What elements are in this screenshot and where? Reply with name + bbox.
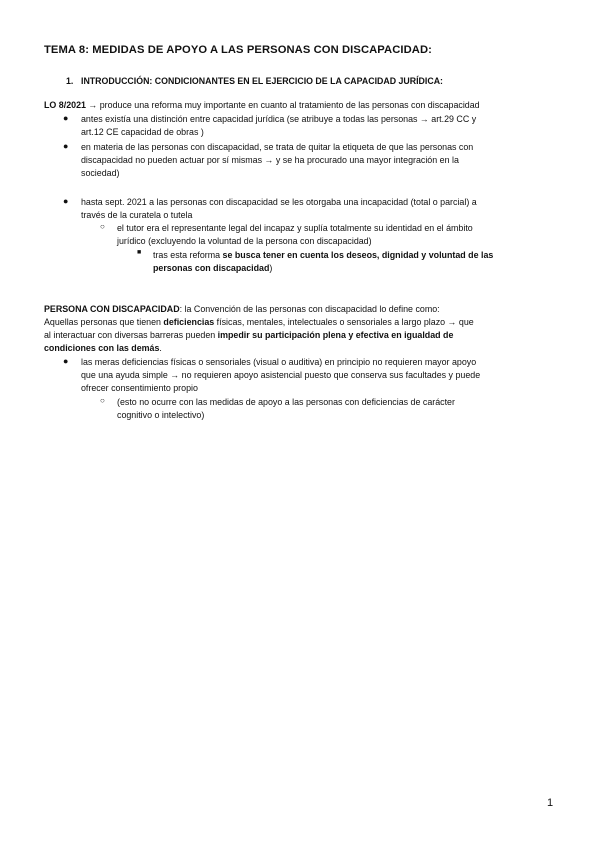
section-number: 1.	[66, 76, 74, 86]
list-item	[81, 356, 581, 395]
list-item-line: ofrecer consentimiento propio	[81, 383, 198, 393]
law-paragraph	[44, 99, 574, 112]
law-text: → produce una reforma muy importante en cuanto al tratamiento de las personas con discapacidad	[85, 100, 480, 110]
circle-bullet-icon: ○	[100, 222, 105, 231]
list-item-line: en materia de las personas con discapacidad, se trata de quitar la etiqueta de que las personas con	[81, 142, 474, 152]
list-item	[81, 113, 561, 139]
paragraph-line: condiciones con las demás.	[44, 343, 162, 353]
law-reference: LO 8/2021	[44, 100, 86, 110]
paragraph-line: al interactuar con diversas barreras pueden impedir su participación plena y efectiva en igualdad de	[44, 330, 454, 340]
list-item-line: que una ayuda simple → no requieren apoyo asistencial puesto que conserva sus facultades y puede	[81, 370, 481, 380]
list-item-line: el tutor era el representante legal del incapaz y suplía totalmente su identidad en el ámbito	[117, 223, 473, 233]
page-number: 1	[547, 797, 554, 809]
list-item-line: hasta sept. 2021 a las personas con discapacidad se les otorgaba una incapacidad (total o parcial) a	[81, 197, 477, 207]
square-bullet-icon: ■	[137, 249, 142, 256]
section-heading	[66, 76, 443, 86]
list-item-line: tras esta reforma se busca tener en cuenta los deseos, dignidad y voluntad de las	[153, 250, 494, 260]
list-item-line: art.12 CE capacidad de obras )	[81, 127, 204, 137]
bullet-icon: ●	[63, 113, 69, 123]
section-title: INTRODUCCIÓN: CONDICIONANTES EN EL EJERCICIO DE LA CAPACIDAD JURÍDICA:	[81, 76, 443, 86]
list-item-line: jurídico (excluyendo la voluntad de la persona con discapacidad)	[117, 236, 372, 246]
sub-list-item	[117, 222, 572, 248]
sub-sub-list-item	[153, 249, 578, 275]
list-item-line: discapacidad no pueden actuar por sí mismas → y se ha procurado una mayor integración en la	[81, 155, 459, 165]
list-item-line: (esto no ocurre con las medidas de apoyo a las personas con deficiencias de carácter	[117, 397, 455, 407]
definition-paragraph	[44, 303, 574, 355]
list-item-line: antes existía una distinción entre capacidad jurídica (se atribuye a todas las personas → art.29 CC y	[81, 114, 477, 124]
list-item	[81, 196, 571, 222]
list-item-line: las meras deficiencias físicas o sensoriales (visual o auditiva) en principio no requieren mayor apoyo	[81, 357, 477, 367]
sub-list-item	[117, 396, 572, 422]
bullet-icon: ●	[63, 356, 69, 366]
list-item-line: cognitivo o intelectivo)	[117, 410, 205, 420]
paragraph-line: PERSONA CON DISCAPACIDAD: la Convención de las personas con discapacidad lo define como:	[44, 304, 440, 314]
list-item	[81, 141, 571, 180]
paragraph-line: Aquellas personas que tienen deficiencias físicas, mentales, intelectuales o sensoriales a largo plazo → que	[44, 317, 474, 327]
list-item-line: sociedad)	[81, 168, 120, 178]
bullet-icon: ●	[63, 141, 69, 151]
document-title: TEMA 8: MEDIDAS DE APOYO A LAS PERSONAS CON DISCAPACIDAD:	[44, 44, 432, 56]
list-item-line: personas con discapacidad)	[153, 263, 273, 273]
circle-bullet-icon: ○	[100, 396, 105, 405]
list-item-line: través de la curatela o tutela	[81, 210, 193, 220]
bullet-icon: ●	[63, 196, 69, 206]
